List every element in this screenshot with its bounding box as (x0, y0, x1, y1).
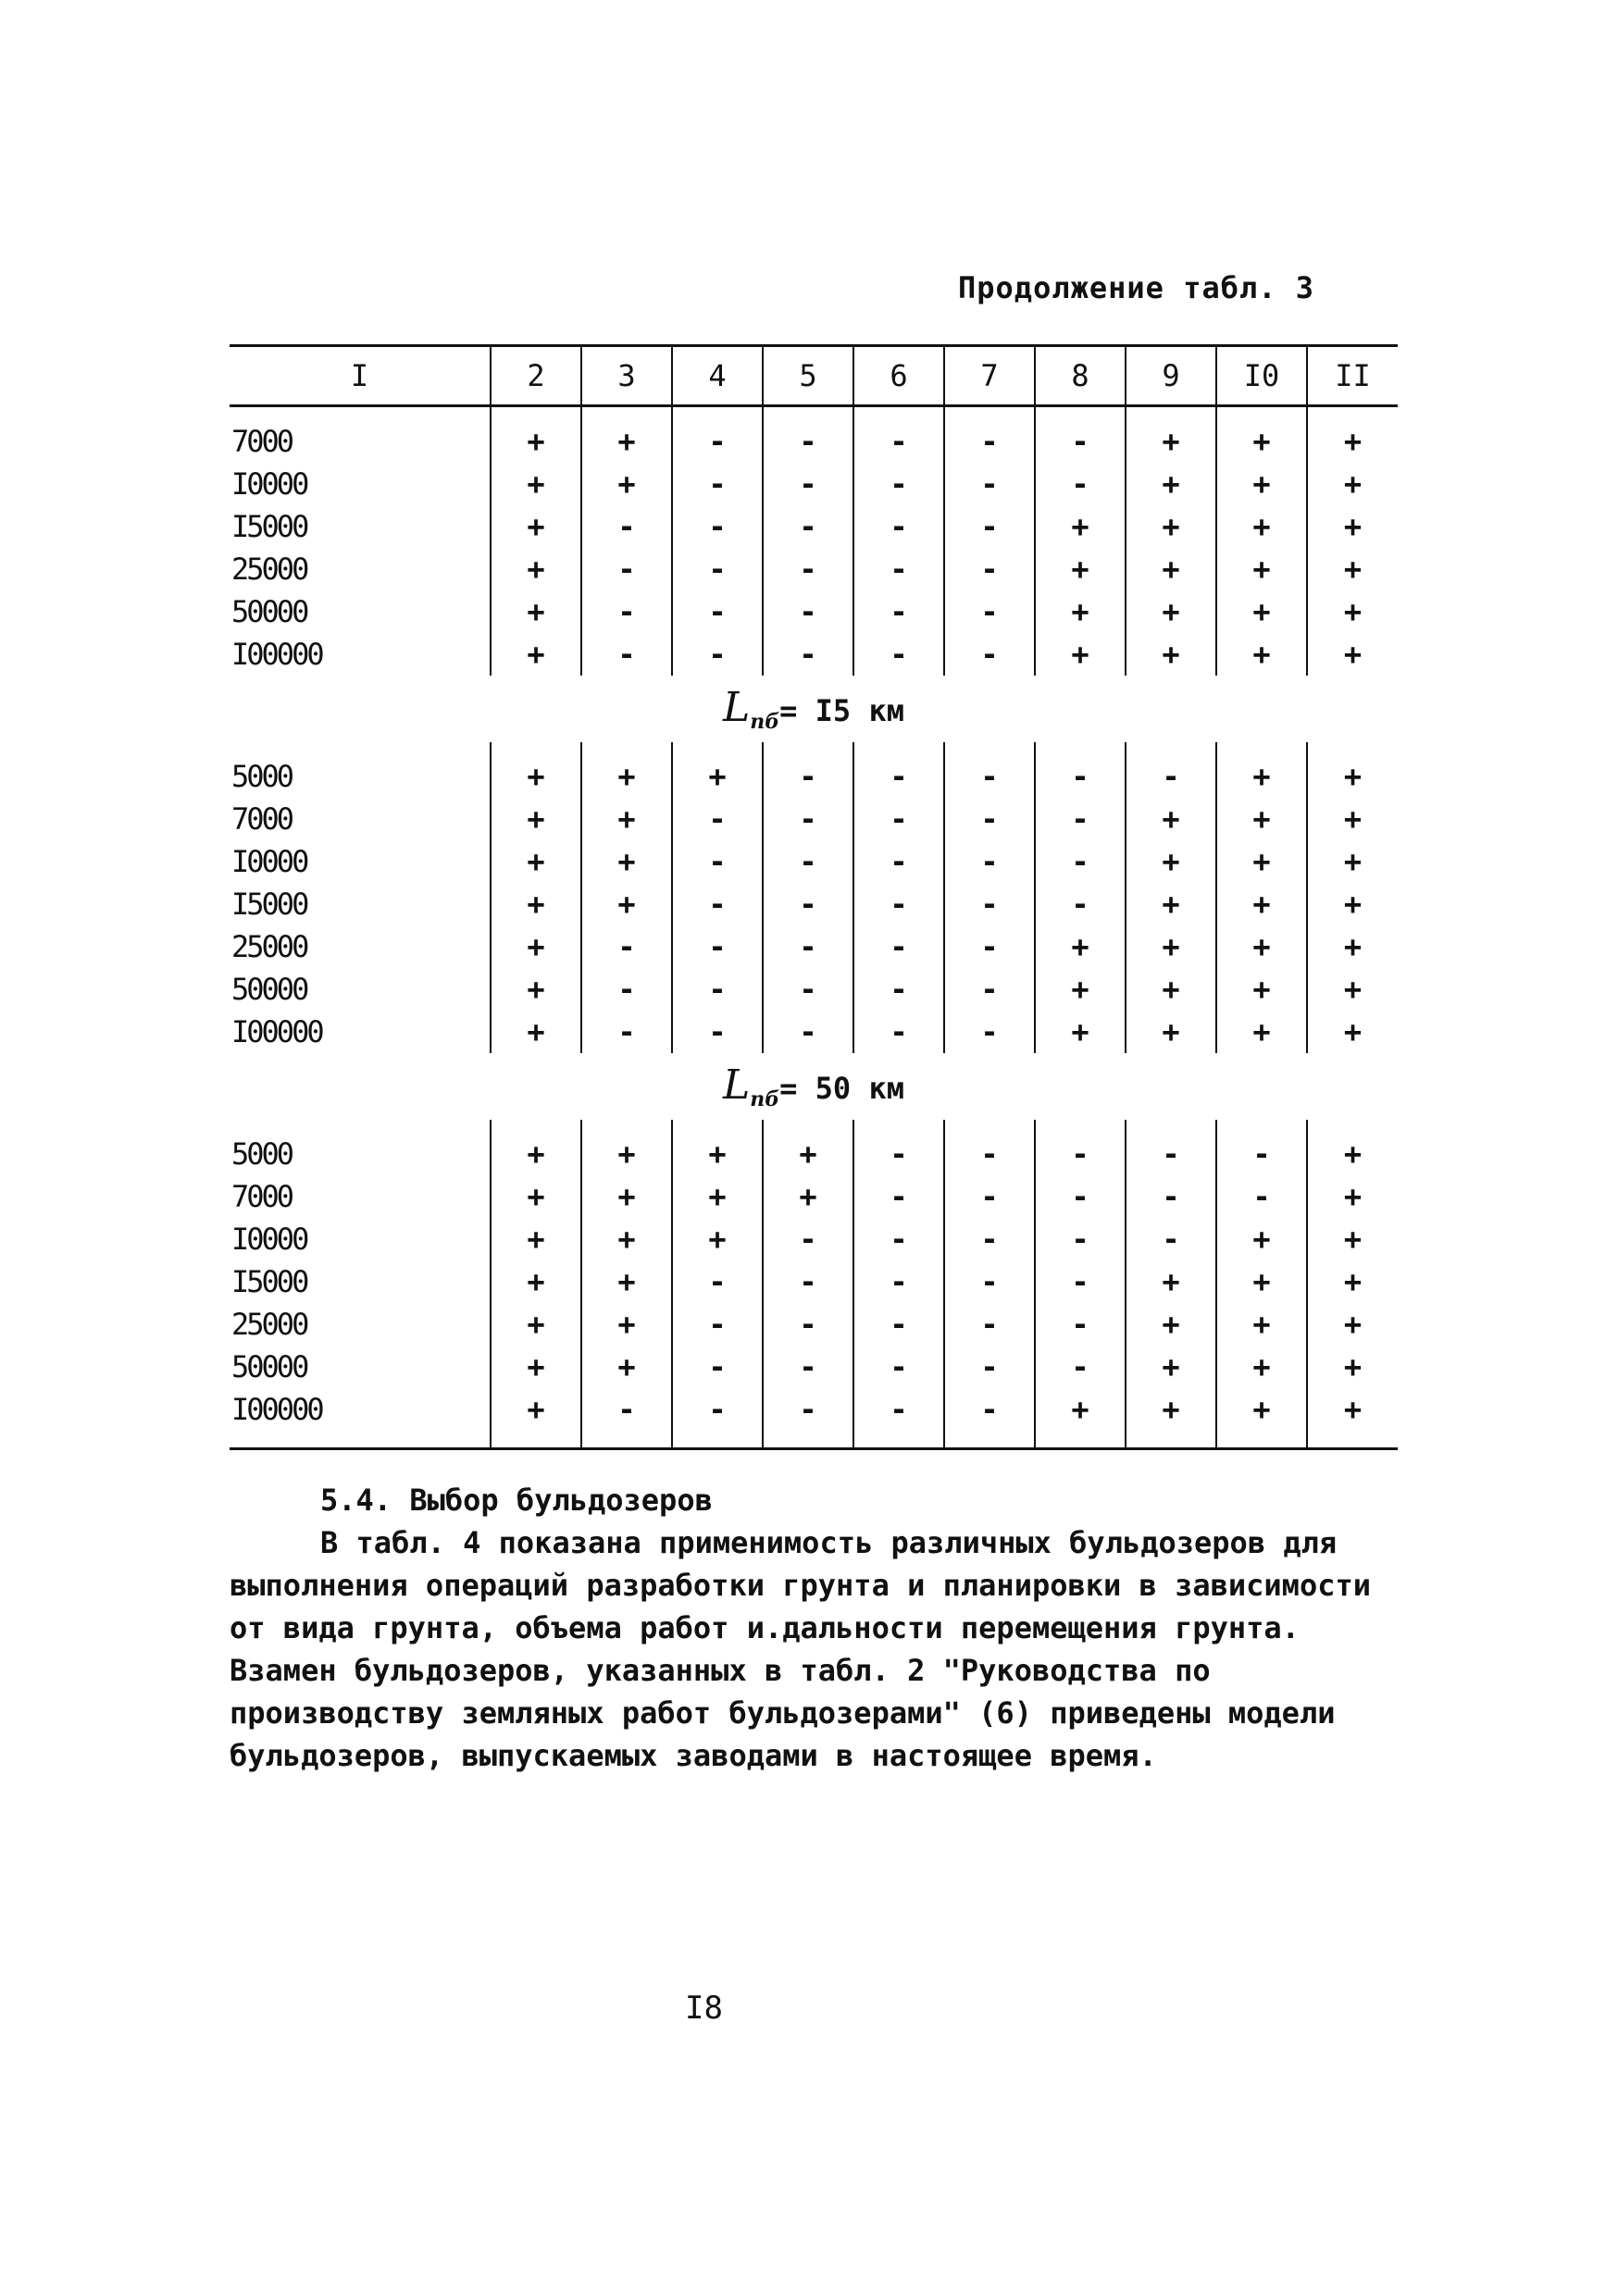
applicability-cell: + (1307, 1175, 1398, 1218)
applicability-cell: + (1126, 1260, 1216, 1303)
applicability-cell: + (491, 742, 581, 798)
applicability-cell: + (1307, 1011, 1398, 1053)
applicability-cell: - (672, 1011, 763, 1053)
applicability-cell: + (1035, 925, 1126, 968)
applicability-cell: + (1035, 1388, 1126, 1449)
applicability-cell: + (1126, 1346, 1216, 1388)
distance-label (230, 1053, 1398, 1120)
volume-label: I0000 (231, 844, 307, 879)
volume-label: I00000 (231, 1014, 322, 1049)
applicability-cell: + (1035, 505, 1126, 548)
applicability-cell: - (672, 590, 763, 633)
table-row (230, 1346, 1398, 1388)
applicability-cell: - (944, 1346, 1035, 1388)
applicability-cell: - (1216, 1120, 1307, 1175)
applicability-cell: - (853, 925, 944, 968)
applicability-cell: - (853, 1346, 944, 1388)
applicability-cell: + (581, 883, 672, 925)
volume-label: I0000 (231, 1222, 307, 1257)
table-row (230, 840, 1398, 883)
applicability-cell: - (581, 548, 672, 590)
applicability-cell: - (853, 406, 944, 464)
applicability-cell: - (672, 883, 763, 925)
applicability-cell: + (581, 742, 672, 798)
applicability-cell: - (944, 1388, 1035, 1449)
table-row (230, 548, 1398, 590)
distance-value: = I5 км (779, 693, 904, 728)
volume-label: I5000 (231, 1264, 307, 1299)
distance-value: = 50 км (779, 1071, 904, 1106)
volume-label: 25000 (231, 929, 307, 964)
applicability-cell: - (1126, 1120, 1216, 1175)
applicability-cell: - (944, 406, 1035, 464)
applicability-cell: - (853, 1260, 944, 1303)
table-header-row (230, 346, 1398, 406)
applicability-cell: - (1035, 840, 1126, 883)
applicability-cell: - (672, 1303, 763, 1346)
applicability-cell: - (1035, 1120, 1126, 1175)
applicability-cell: + (1126, 633, 1216, 676)
applicability-cell: - (1035, 1303, 1126, 1346)
applicability-cell: - (672, 840, 763, 883)
applicability-cell: - (763, 968, 853, 1011)
applicability-cell: - (944, 968, 1035, 1011)
applicability-cell: + (1216, 1303, 1307, 1346)
table-row (230, 1011, 1398, 1053)
volume-label: 5000 (231, 1136, 292, 1172)
applicability-cell: - (944, 1120, 1035, 1175)
applicability-cell: + (491, 548, 581, 590)
applicability-cell: + (581, 406, 672, 464)
applicability-cell: + (1307, 1303, 1398, 1346)
applicability-cell: + (581, 798, 672, 840)
distance-symbol: L (723, 1061, 751, 1109)
distance-subscript: пб (750, 1087, 780, 1111)
applicability-cell: - (763, 1011, 853, 1053)
distance-separator-row (230, 1053, 1398, 1120)
applicability-cell: - (853, 798, 944, 840)
applicability-cell: + (1307, 505, 1398, 548)
applicability-cell: - (944, 633, 1035, 676)
applicability-cell: - (581, 590, 672, 633)
applicability-cell: - (944, 883, 1035, 925)
applicability-cell: + (491, 1120, 581, 1175)
applicability-cell: + (1307, 1218, 1398, 1260)
applicability-cell: + (1216, 633, 1307, 676)
applicability-cell: + (1126, 798, 1216, 840)
applicability-cell: - (672, 968, 763, 1011)
applicability-cell: - (763, 840, 853, 883)
applicability-cell: + (491, 1303, 581, 1346)
volume-label: 7000 (231, 424, 292, 459)
volume-label: I0000 (231, 466, 307, 502)
applicability-cell: - (581, 1011, 672, 1053)
applicability-cell: - (672, 1346, 763, 1388)
applicability-cell: - (944, 742, 1035, 798)
applicability-cell: + (581, 1303, 672, 1346)
applicability-cell: + (1126, 1303, 1216, 1346)
applicability-cell: + (1035, 1011, 1126, 1053)
applicability-cell: + (672, 1175, 763, 1218)
applicability-cell: + (491, 840, 581, 883)
applicability-cell: - (581, 633, 672, 676)
applicability-cell: + (581, 463, 672, 505)
table-row (230, 1120, 1398, 1175)
applicability-cell: - (763, 406, 853, 464)
applicability-cell: + (491, 633, 581, 676)
applicability-cell: + (491, 406, 581, 464)
applicability-cell: + (1307, 633, 1398, 676)
distance-subscript: пб (750, 710, 780, 734)
applicability-cell: - (853, 1175, 944, 1218)
applicability-cell: - (672, 1260, 763, 1303)
applicability-cell: - (944, 1175, 1035, 1218)
applicability-cell: + (491, 1260, 581, 1303)
table-row (230, 590, 1398, 633)
applicability-cell: - (581, 1388, 672, 1449)
distance-symbol: L (723, 684, 751, 731)
applicability-cell: + (1216, 1260, 1307, 1303)
applicability-cell: + (1216, 590, 1307, 633)
column-header-8: 8 (1035, 346, 1126, 406)
applicability-cell: + (1216, 968, 1307, 1011)
applicability-cell: + (1216, 925, 1307, 968)
applicability-cell: + (581, 1218, 672, 1260)
applicability-cell: - (763, 633, 853, 676)
section-paragraph: В табл. 4 показана применимость различных бульдозеров для выполнения операций разработки грунта и планировки в зависимости от вида грунта, объема работ и.дальности перемещения грунта. Взамен бульдозеров, указанных в табл. 2 "Руководства по производству земляных работ бульдозерами" (6) приведены модели бульдозеров, выпускаемых заводами в настоящее время. (230, 1525, 1371, 1773)
applicability-cell: + (491, 883, 581, 925)
column-header-11: II (1307, 346, 1398, 406)
volume-label: 50000 (231, 1349, 307, 1384)
applicability-cell: + (1216, 1011, 1307, 1053)
applicability-cell: + (1216, 1218, 1307, 1260)
applicability-cell: - (853, 1388, 944, 1449)
applicability-cell: + (491, 1218, 581, 1260)
applicability-cell: + (1216, 840, 1307, 883)
applicability-cell: + (1035, 968, 1126, 1011)
applicability-cell: - (763, 742, 853, 798)
applicability-cell: - (672, 463, 763, 505)
applicability-cell: + (1126, 1388, 1216, 1449)
column-header-3: 3 (581, 346, 672, 406)
volume-label: 25000 (231, 552, 307, 587)
table-body (230, 406, 1398, 1449)
applicability-cell: - (1126, 742, 1216, 798)
applicability-cell: - (581, 505, 672, 548)
applicability-cell: + (1126, 840, 1216, 883)
table-continuation-caption: Продолжение табл. 3 (958, 270, 1315, 305)
applicability-cell: - (672, 925, 763, 968)
column-header-7: 7 (944, 346, 1035, 406)
volume-label: 5000 (231, 759, 292, 794)
applicability-cell: - (853, 742, 944, 798)
distance-label (230, 676, 1398, 742)
applicability-cell: - (944, 1218, 1035, 1260)
applicability-cell: - (672, 1388, 763, 1449)
applicability-cell: - (944, 925, 1035, 968)
applicability-cell: + (581, 840, 672, 883)
applicability-cell: - (1035, 463, 1126, 505)
volume-label: 7000 (231, 1179, 292, 1214)
applicability-cell: - (944, 590, 1035, 633)
applicability-cell: + (1307, 590, 1398, 633)
applicability-cell: + (672, 742, 763, 798)
applicability-cell: + (1216, 548, 1307, 590)
applicability-cell: + (491, 925, 581, 968)
applicability-cell: - (581, 925, 672, 968)
applicability-cell: - (672, 548, 763, 590)
applicability-cell: + (491, 968, 581, 1011)
applicability-cell: + (491, 1011, 581, 1053)
applicability-cell: + (763, 1120, 853, 1175)
applicability-cell: + (1126, 925, 1216, 968)
applicability-cell: - (1035, 406, 1126, 464)
applicability-cell: + (1307, 1346, 1398, 1388)
applicability-cell: + (1307, 406, 1398, 464)
applicability-cell: + (581, 1120, 672, 1175)
applicability-cell: - (763, 1346, 853, 1388)
applicability-cell: - (672, 633, 763, 676)
applicability-cell: + (491, 1346, 581, 1388)
applicability-cell: - (1035, 1175, 1126, 1218)
applicability-cell: - (853, 590, 944, 633)
applicability-cell: - (1035, 1346, 1126, 1388)
applicability-cell: + (1216, 1346, 1307, 1388)
applicability-cell: - (853, 1303, 944, 1346)
applicability-cell: - (853, 1120, 944, 1175)
applicability-cell: - (853, 883, 944, 925)
applicability-cell: + (1126, 463, 1216, 505)
applicability-cell: - (581, 968, 672, 1011)
applicability-cell: - (763, 1260, 853, 1303)
volume-label: I00000 (231, 637, 322, 672)
applicability-cell: + (1307, 548, 1398, 590)
column-header-5: 5 (763, 346, 853, 406)
applicability-cell: + (581, 1260, 672, 1303)
applicability-cell: + (1126, 406, 1216, 464)
applicability-cell: + (1307, 883, 1398, 925)
table-row (230, 463, 1398, 505)
applicability-cell: + (763, 1175, 853, 1218)
applicability-cell: - (853, 1011, 944, 1053)
applicability-cell: - (1035, 798, 1126, 840)
distance-separator-row (230, 676, 1398, 742)
applicability-cell: - (944, 548, 1035, 590)
table-row (230, 1303, 1398, 1346)
applicability-cell: + (1126, 968, 1216, 1011)
applicability-cell: + (1216, 742, 1307, 798)
applicability-cell: - (1035, 742, 1126, 798)
applicability-cell: - (672, 798, 763, 840)
volume-label: 50000 (231, 972, 307, 1007)
applicability-cell: - (763, 548, 853, 590)
volume-label: 25000 (231, 1307, 307, 1342)
applicability-cell: - (1216, 1175, 1307, 1218)
applicability-cell: + (1216, 1388, 1307, 1449)
applicability-cell: + (1307, 1120, 1398, 1175)
applicability-cell: + (672, 1120, 763, 1175)
table-row (230, 798, 1398, 840)
column-header-4: 4 (672, 346, 763, 406)
applicability-cell: + (1126, 548, 1216, 590)
table-row (230, 633, 1398, 676)
applicability-cell: - (853, 548, 944, 590)
applicability-cell: + (1126, 1011, 1216, 1053)
applicability-cell: + (672, 1218, 763, 1260)
applicability-cell: + (581, 1346, 672, 1388)
applicability-cell: + (491, 463, 581, 505)
table-row (230, 406, 1398, 464)
applicability-cell: - (944, 1303, 1035, 1346)
applicability-cell: - (763, 883, 853, 925)
applicability-cell: - (763, 590, 853, 633)
applicability-cell: - (853, 968, 944, 1011)
applicability-cell: + (1216, 505, 1307, 548)
applicability-cell: - (1035, 1218, 1126, 1260)
applicability-cell: + (1126, 590, 1216, 633)
applicability-cell: - (763, 1218, 853, 1260)
column-header-10: I0 (1216, 346, 1307, 406)
applicability-cell: - (763, 1388, 853, 1449)
column-header-1: I (230, 346, 491, 406)
applicability-cell: + (1307, 742, 1398, 798)
applicability-cell: - (1035, 883, 1126, 925)
applicability-cell: - (944, 1011, 1035, 1053)
applicability-cell: + (1307, 1388, 1398, 1449)
column-header-2: 2 (491, 346, 581, 406)
applicability-cell: + (1216, 406, 1307, 464)
applicability-cell: - (853, 505, 944, 548)
applicability-cell: - (944, 463, 1035, 505)
volume-label: 7000 (231, 801, 292, 837)
applicability-cell: + (1126, 883, 1216, 925)
applicability-cell: - (763, 798, 853, 840)
applicability-cell: + (1035, 548, 1126, 590)
table-row (230, 1260, 1398, 1303)
applicability-cell: - (1126, 1218, 1216, 1260)
table-row (230, 505, 1398, 548)
applicability-cell: - (944, 798, 1035, 840)
applicability-cell: - (763, 463, 853, 505)
page-number: I8 (685, 1990, 723, 2027)
table-row (230, 1218, 1398, 1260)
applicability-cell: + (491, 1388, 581, 1449)
applicability-cell: - (763, 925, 853, 968)
applicability-cell: - (944, 840, 1035, 883)
applicability-cell: + (1126, 505, 1216, 548)
applicability-cell: - (853, 633, 944, 676)
table-row (230, 968, 1398, 1011)
applicability-cell: - (853, 840, 944, 883)
applicability-table (230, 344, 1398, 1450)
applicability-cell: - (853, 463, 944, 505)
applicability-cell: + (1307, 925, 1398, 968)
applicability-cell: - (763, 505, 853, 548)
applicability-cell: + (1307, 840, 1398, 883)
volume-label: I00000 (230, 1388, 491, 1449)
applicability-cell: + (581, 1175, 672, 1218)
applicability-cell: - (1035, 1260, 1126, 1303)
applicability-cell: + (1307, 463, 1398, 505)
volume-label: 50000 (231, 594, 307, 629)
applicability-cell: + (1035, 633, 1126, 676)
applicability-cell: - (944, 505, 1035, 548)
table-row (230, 742, 1398, 798)
volume-label: I5000 (231, 887, 307, 922)
applicability-cell: - (672, 406, 763, 464)
applicability-cell: + (491, 1175, 581, 1218)
section-heading: 5.4. Выбор бульдозеров (320, 1483, 713, 1518)
table-row (230, 925, 1398, 968)
applicability-cell: + (1216, 883, 1307, 925)
column-header-9: 9 (1126, 346, 1216, 406)
applicability-cell: + (1216, 798, 1307, 840)
applicability-cell: + (491, 798, 581, 840)
applicability-cell: - (853, 1218, 944, 1260)
column-header-6: 6 (853, 346, 944, 406)
applicability-cell: - (1126, 1175, 1216, 1218)
table-row (230, 1388, 1398, 1449)
applicability-cell: + (1216, 463, 1307, 505)
applicability-cell: + (1307, 798, 1398, 840)
applicability-cell: + (1307, 1260, 1398, 1303)
volume-label: I5000 (231, 509, 307, 544)
applicability-cell: - (672, 505, 763, 548)
applicability-cell: + (491, 590, 581, 633)
applicability-cell: - (944, 1260, 1035, 1303)
applicability-cell: + (1035, 590, 1126, 633)
table-row (230, 883, 1398, 925)
applicability-cell: - (763, 1303, 853, 1346)
applicability-cell: + (491, 505, 581, 548)
applicability-cell: + (1307, 968, 1398, 1011)
section-5-4 (230, 1479, 1398, 1777)
table-row (230, 1175, 1398, 1218)
